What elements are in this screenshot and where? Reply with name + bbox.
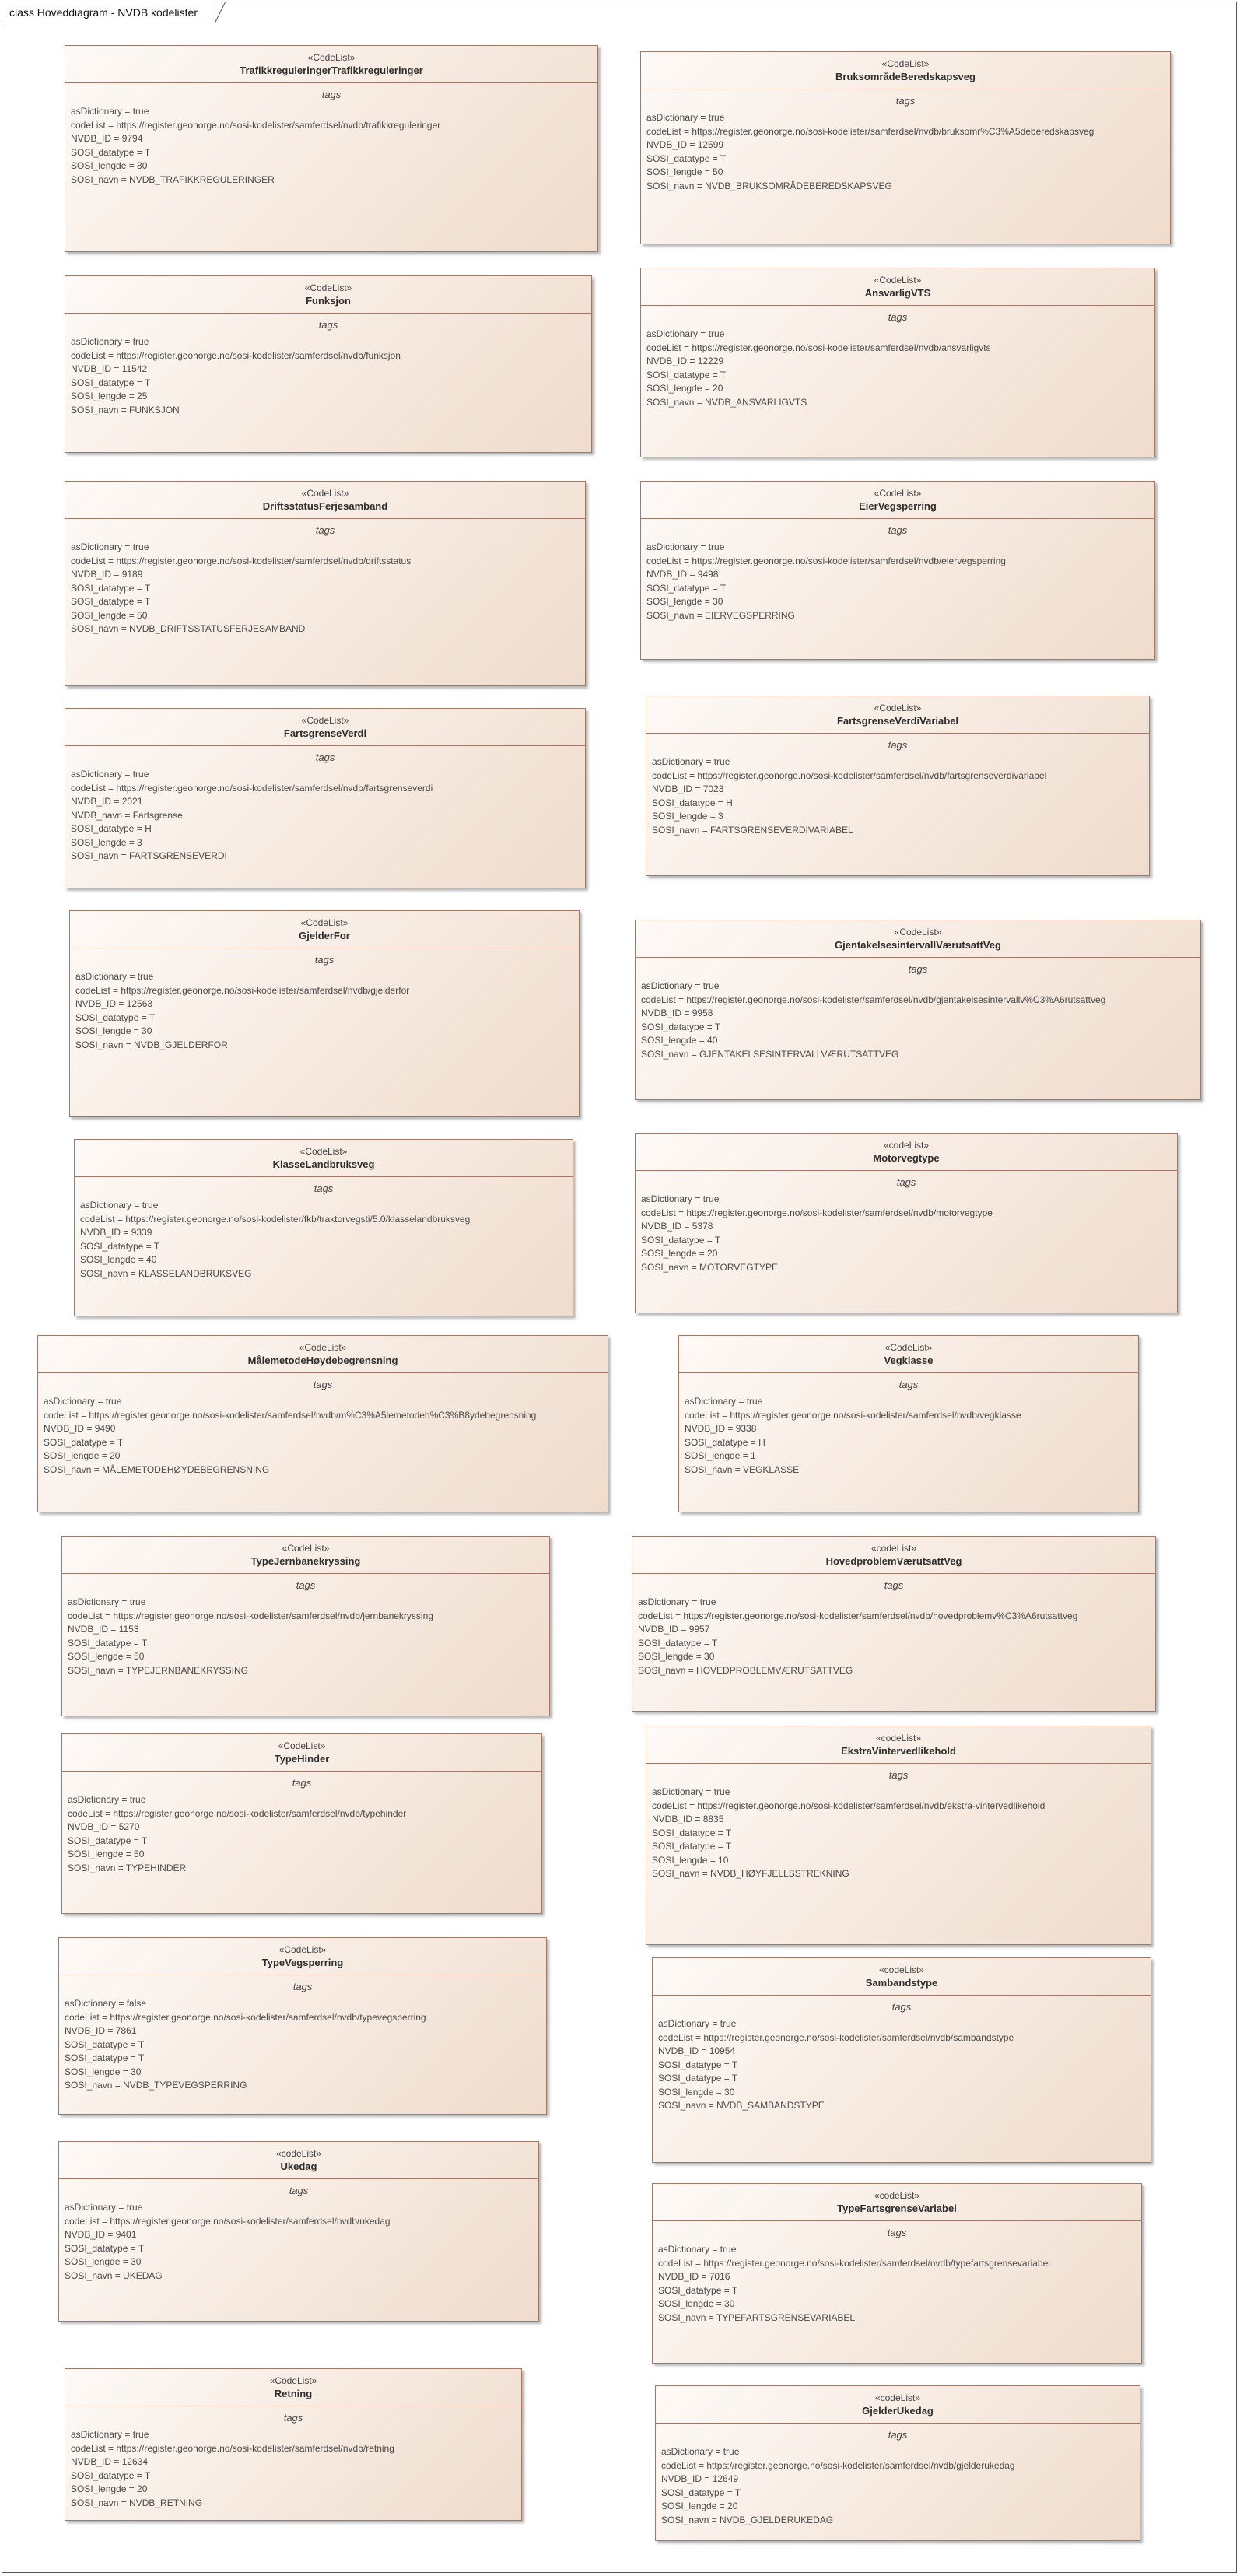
- tagged-value: NVDB_ID = 12649: [661, 2473, 739, 2484]
- codelist-class[interactable]: [74, 1139, 573, 1316]
- frame-label-notch: [215, 2, 227, 24]
- tagged-value: asDictionary = true: [661, 2446, 740, 2457]
- tagged-value: SOSI_datatype = T: [658, 2284, 738, 2296]
- class-stereotype: «CodeList»: [301, 488, 349, 499]
- tagged-value: SOSI_datatype = T: [71, 596, 151, 607]
- class-stereotype: «CodeList»: [282, 1543, 330, 1554]
- class-stereotype: «codeList»: [874, 2392, 921, 2403]
- tagged-value: codeList = https://register.geonorge.no/sosi-kodelister/samferdsel/nvdb/trafikkreguleringer: [71, 119, 441, 131]
- class-stereotype: «codeList»: [875, 1733, 922, 1744]
- tagged-value: NVDB_ID = 9339: [80, 1227, 152, 1238]
- tagged-value: NVDB_ID = 8835: [652, 1814, 724, 1824]
- tagged-value: NVDB_ID = 9189: [71, 569, 143, 580]
- tagged-value: asDictionary = true: [641, 980, 720, 991]
- tagged-value: SOSI_lengde = 1: [685, 1450, 756, 1461]
- class-name: KlasseLandbruksveg: [272, 1158, 375, 1170]
- class-stereotype: «CodeList»: [299, 1146, 348, 1157]
- tagged-value: SOSI_lengde = 25: [71, 391, 148, 401]
- class-stereotype: «CodeList»: [874, 703, 922, 713]
- codelist-class[interactable]: [61, 1733, 542, 1914]
- class-name: TypeFartsgrenseVariabel: [837, 2203, 957, 2214]
- class-name: TypeHinder: [274, 1753, 330, 1765]
- tagged-values: [641, 538, 1154, 622]
- tagged-value: SOSI_navn = NVDB_ANSVARLIGVTS: [646, 396, 807, 408]
- tagged-values: [38, 1392, 608, 1477]
- tagged-values: [646, 1782, 1151, 1881]
- tags-compartment-label: tags: [314, 1183, 334, 1194]
- tagged-value: codeList = https://register.geonorge.no/sosi-kodelister/samferdsel/nvdb/fartsgrenseverdivariabel: [652, 769, 1047, 781]
- class-header: [636, 920, 1200, 958]
- tagged-value: SOSI_navn = UKEDAG: [65, 2269, 163, 2281]
- class-header: [679, 1336, 1138, 1373]
- class-stereotype: «CodeList»: [884, 1342, 933, 1353]
- class-header: [656, 2386, 1140, 2424]
- tagged-value: asDictionary = true: [638, 1596, 716, 1607]
- class-header: [62, 1537, 549, 1574]
- tagged-value: NVDB_ID = 12634: [71, 2456, 149, 2467]
- tagged-value: SOSI_navn = NVDB_RETNING: [71, 2497, 203, 2508]
- tagged-value: SOSI_datatype = T: [65, 2242, 145, 2254]
- tagged-value: SOSI_datatype = T: [71, 146, 151, 158]
- diagram-title: class Hoveddiagram - NVDB kodelister: [2, 2, 215, 23]
- tagged-values: [646, 752, 1149, 837]
- tags-compartment-label: tags: [896, 1176, 916, 1188]
- tagged-value: codeList = https://register.geonorge.no/sosi-kodelister/samferdsel/nvdb/typevegsperring: [65, 2011, 426, 2023]
- class-name: GjelderUkedag: [862, 2405, 934, 2417]
- tagged-value: SOSI_lengde = 50: [71, 609, 148, 621]
- codelist-class[interactable]: [58, 1937, 547, 2115]
- tagged-values: [636, 976, 1200, 1061]
- tagged-value: SOSI_lengde = 30: [646, 596, 723, 607]
- tagged-value: SOSI_lengde = 40: [641, 1035, 718, 1046]
- class-stereotype: «codeList»: [883, 1140, 930, 1151]
- tags-compartment-label: tags: [888, 2429, 908, 2441]
- tagged-value: SOSI_lengde = 50: [68, 1849, 145, 1859]
- tagged-value: codeList = https://register.geonorge.no/sosi-kodelister/samferdsel/nvdb/retning: [71, 2442, 394, 2454]
- class-name: FartsgrenseVerdi: [283, 727, 367, 739]
- tagged-value: asDictionary = true: [71, 769, 149, 780]
- tagged-value: SOSI_lengde = 30: [65, 2256, 142, 2267]
- codelist-class[interactable]: [640, 268, 1155, 457]
- class-name: Vegklasse: [884, 1355, 934, 1366]
- tagged-value: asDictionary = true: [80, 1200, 159, 1211]
- tagged-value: NVDB_ID = 9338: [685, 1423, 757, 1434]
- tagged-value: NVDB_ID = 10954: [658, 2045, 736, 2056]
- tags-compartment-label: tags: [908, 963, 928, 975]
- tags-compartment-label: tags: [292, 1981, 313, 1992]
- tagged-value: NVDB_ID = 9957: [638, 1624, 710, 1635]
- class-name: GjentakelsesintervallVærutsattVeg: [835, 939, 1001, 951]
- tagged-value: codeList = https://register.geonorge.no/sosi-kodelister/samferdsel/nvdb/typefartsgrensevariabel: [658, 2257, 1050, 2269]
- tagged-value: SOSI_datatype = T: [65, 2052, 145, 2063]
- codelist-class[interactable]: [635, 920, 1201, 1100]
- codelist-class[interactable]: [65, 45, 598, 252]
- tagged-value: codeList = https://register.geonorge.no/sosi-kodelister/samferdsel/nvdb/motorvegtype: [641, 1207, 993, 1218]
- tags-compartment-label: tags: [296, 1579, 316, 1591]
- tagged-value: asDictionary = true: [658, 2244, 737, 2255]
- tagged-value: SOSI_lengde = 50: [646, 166, 723, 177]
- tags-compartment-label: tags: [315, 524, 335, 536]
- tagged-value: SOSI_datatype = T: [71, 582, 151, 594]
- class-header: [65, 276, 591, 314]
- tagged-value: asDictionary = true: [71, 541, 149, 552]
- tagged-value: codeList = https://register.geonorge.no/sosi-kodelister/samferdsel/nvdb/bruksomr%C3%A5deberedskapsveg: [646, 125, 1095, 137]
- tags-compartment-label: tags: [888, 311, 908, 323]
- tagged-value: SOSI_lengde = 30: [65, 2066, 142, 2077]
- class-name: BruksområdeBeredskapsveg: [835, 71, 976, 82]
- class-header: [65, 2369, 521, 2406]
- tags-compartment-label: tags: [313, 1379, 333, 1390]
- tagged-value: codeList = https://register.geonorge.no/sosi-kodelister/samferdsel/nvdb/gjentakelsesintervallv%C3%A6rutsattveg: [641, 994, 1106, 1005]
- tagged-value: SOSI_lengde = 3: [652, 811, 723, 822]
- tagged-value: codeList = https://register.geonorge.no/sosi-kodelister/samferdsel/nvdb/eiervegsperring: [646, 555, 1006, 566]
- tagged-value: codeList = https://register.geonorge.no/sosi-kodelister/samferdsel/nvdb/sambandstype: [658, 2031, 1014, 2043]
- tagged-value: NVDB_ID = 12599: [646, 139, 724, 150]
- class-header: [646, 1726, 1151, 1764]
- tagged-value: SOSI_lengde = 30: [658, 2298, 735, 2309]
- codelist-class[interactable]: [640, 481, 1155, 660]
- class-name: Retning: [274, 2388, 313, 2399]
- tagged-value: codeList = https://register.geonorge.no/sosi-kodelister/samferdsel/nvdb/m%C3%A5lemetodeh%C3%B8ydebegrensning: [44, 1409, 537, 1421]
- tagged-values: [641, 108, 1170, 193]
- tagged-value: NVDB_ID = 5270: [68, 1821, 140, 1832]
- tags-compartment-label: tags: [888, 739, 908, 751]
- tagged-values: [65, 2425, 521, 2510]
- tagged-values: [632, 1593, 1155, 1677]
- codelist-class[interactable]: [652, 2183, 1142, 2364]
- class-name: Funksjon: [306, 295, 351, 307]
- tagged-value: asDictionary = true: [685, 1396, 763, 1407]
- tagged-value: SOSI_navn = HOVEDPROBLEMVÆRUTSATTVEG: [638, 1664, 853, 1676]
- codelist-class[interactable]: [65, 275, 592, 453]
- tagged-value: asDictionary = true: [68, 1794, 146, 1805]
- tagged-value: SOSI_datatype = T: [652, 1841, 732, 1852]
- class-stereotype: «CodeList»: [304, 282, 352, 293]
- class-stereotype: «CodeList»: [278, 1740, 326, 1751]
- tagged-value: asDictionary = true: [646, 541, 725, 552]
- tagged-value: SOSI_datatype = T: [641, 1021, 721, 1032]
- codelist-class[interactable]: [65, 2368, 522, 2521]
- tagged-values: [636, 1190, 1177, 1274]
- class-name: DriftsstatusFerjesamband: [262, 500, 388, 512]
- class-stereotype: «CodeList»: [278, 1944, 327, 1955]
- tagged-value: SOSI_navn = KLASSELANDBRUKSVEG: [80, 1267, 252, 1279]
- tagged-value: codeList = https://register.geonorge.no/sosi-kodelister/samferdsel/nvdb/fartsgrenseverdi: [71, 782, 433, 794]
- class-header: [641, 482, 1154, 519]
- tags-compartment-label: tags: [315, 752, 335, 763]
- tagged-value: SOSI_navn = TYPEHINDER: [68, 1862, 187, 1873]
- tagged-value: SOSI_navn = EIERVEGSPERRING: [646, 609, 795, 621]
- tagged-value: SOSI_navn = FARTSGRENSEVERDIVARIABEL: [652, 824, 853, 836]
- tagged-value: SOSI_navn = MÅLEMETODEHØYDEBEGRENSNING: [44, 1463, 270, 1475]
- tags-compartment-label: tags: [898, 1379, 919, 1390]
- tagged-value: asDictionary = true: [71, 2429, 149, 2440]
- tagged-value: asDictionary = true: [44, 1396, 122, 1407]
- tagged-value: SOSI_navn = NVDB_BRUKSOMRÅDEBEREDSKAPSVEG: [646, 180, 892, 191]
- class-header: [632, 1537, 1155, 1574]
- tagged-value: NVDB_ID = 9794: [71, 133, 143, 144]
- class-name: TypeVegsperring: [261, 1957, 344, 1968]
- tagged-value: NVDB_ID = 2021: [71, 796, 143, 807]
- tagged-values: [679, 1392, 1138, 1477]
- tagged-value: SOSI_lengde = 20: [44, 1450, 121, 1461]
- class-header: [641, 268, 1154, 306]
- tagged-value: SOSI_navn = NVDB_SAMBANDSTYPE: [658, 2100, 825, 2111]
- tagged-value: codeList = https://register.geonorge.no/sosi-kodelister/samferdsel/nvdb/vegklasse: [685, 1409, 1021, 1421]
- tagged-values: [65, 332, 591, 417]
- tags-compartment-label: tags: [891, 2001, 912, 2013]
- tagged-value: SOSI_datatype = H: [71, 823, 152, 834]
- tagged-values: [656, 2442, 1140, 2527]
- class-header: [59, 2142, 538, 2179]
- tagged-values: [65, 538, 585, 636]
- tags-compartment-label: tags: [314, 954, 335, 966]
- tagged-value: asDictionary = true: [652, 1786, 730, 1797]
- class-stereotype: «CodeList»: [299, 1342, 347, 1353]
- class-stereotype: «CodeList»: [269, 2375, 317, 2386]
- tagged-value: asDictionary = true: [68, 1596, 146, 1607]
- class-header: [636, 1134, 1177, 1171]
- tagged-value: SOSI_navn = NVDB_HØYFJELLSSTREKNING: [652, 1868, 849, 1879]
- tagged-values: [65, 765, 585, 864]
- tagged-value: SOSI_navn = NVDB_TYPEVEGSPERRING: [65, 2080, 247, 2091]
- tagged-value: NVDB_navn = Fartsgrense: [71, 809, 183, 821]
- class-name: HovedproblemVærutsattVeg: [825, 1555, 962, 1567]
- tagged-value: NVDB_ID = 11542: [71, 363, 148, 374]
- tagged-values: [62, 1790, 541, 1875]
- tags-compartment-label: tags: [888, 524, 908, 536]
- codelist-class[interactable]: [61, 1536, 550, 1716]
- tagged-value: SOSI_lengde = 50: [68, 1651, 145, 1662]
- codelist-class[interactable]: [646, 1726, 1151, 1945]
- tagged-value: SOSI_navn = TYPEJERNBANEKRYSSING: [68, 1664, 248, 1676]
- tagged-value: codeList = https://register.geonorge.no/sosi-kodelister/samferdsel/nvdb/jernbanekryssing: [68, 1610, 433, 1621]
- class-stereotype: «CodeList»: [307, 52, 356, 63]
- tagged-values: [65, 102, 597, 187]
- class-name: AnsvarligVTS: [864, 287, 931, 299]
- tagged-value: NVDB_ID = 9498: [646, 569, 719, 580]
- tagged-value: SOSI_datatype = T: [71, 377, 151, 388]
- tagged-value: SOSI_datatype = T: [646, 369, 727, 380]
- codelist-class[interactable]: [65, 481, 586, 686]
- tagged-value: codeList = https://register.geonorge.no/sosi-kodelister/samferdsel/nvdb/hovedproblemv%C3%A6rutsattveg: [638, 1610, 1078, 1621]
- tagged-value: SOSI_lengde = 20: [661, 2501, 738, 2511]
- tagged-value: SOSI_navn = VEGKLASSE: [685, 1463, 800, 1475]
- tagged-value: SOSI_datatype = T: [658, 2073, 738, 2084]
- class-name: EierVegsperring: [859, 500, 937, 512]
- class-header: [641, 52, 1170, 89]
- tagged-value: codeList = https://register.geonorge.no/sosi-kodelister/samferdsel/nvdb/funksjon: [71, 349, 401, 361]
- class-stereotype: «CodeList»: [881, 58, 930, 69]
- tags-compartment-label: tags: [283, 2412, 303, 2424]
- tagged-values: [653, 2014, 1151, 2113]
- tagged-value: SOSI_lengde = 10: [652, 1854, 729, 1866]
- tagged-value: NVDB_ID = 9958: [641, 1008, 713, 1018]
- class-header: [65, 482, 585, 519]
- tagged-value: SOSI_lengde = 3: [71, 836, 142, 848]
- tagged-value: SOSI_lengde = 30: [75, 1025, 152, 1036]
- tagged-value: SOSI_datatype = T: [75, 1011, 156, 1023]
- tagged-values: [70, 967, 579, 1052]
- tagged-value: asDictionary = true: [646, 112, 725, 123]
- tagged-value: NVDB_ID = 7023: [652, 783, 724, 794]
- tagged-value: asDictionary = true: [71, 336, 149, 347]
- tagged-value: SOSI_datatype = T: [80, 1240, 160, 1252]
- tagged-values: [62, 1593, 549, 1677]
- tagged-value: asDictionary = false: [65, 1998, 147, 2009]
- tagged-value: asDictionary = true: [652, 756, 730, 767]
- tagged-value: SOSI_lengde = 20: [646, 383, 723, 394]
- tagged-values: [653, 2240, 1141, 2325]
- codelist-class[interactable]: [632, 1536, 1156, 1712]
- class-header: [38, 1336, 608, 1373]
- tagged-value: codeList = https://register.geonorge.no/sosi-kodelister/fkb/traktorvegsti/5.0/klasselandbruksveg: [80, 1213, 471, 1225]
- tagged-values: [59, 1994, 546, 2093]
- class-name: GjelderFor: [299, 930, 350, 941]
- class-name: TrafikkreguleringerTrafikkreguleringer: [240, 65, 423, 76]
- tagged-value: SOSI_navn = FARTSGRENSEVERDI: [71, 850, 227, 861]
- tagged-value: SOSI_datatype = T: [646, 582, 727, 594]
- class-stereotype: «CodeList»: [301, 715, 349, 726]
- tagged-value: NVDB_ID = 1153: [68, 1624, 139, 1635]
- tagged-value: codeList = https://register.geonorge.no/sosi-kodelister/samferdsel/nvdb/ansvarligvts: [646, 342, 991, 353]
- tagged-value: SOSI_datatype = T: [68, 1637, 148, 1649]
- codelist-class[interactable]: [678, 1335, 1139, 1512]
- tagged-value: SOSI_datatype = T: [652, 1827, 732, 1838]
- codelist-class[interactable]: [652, 1957, 1151, 2163]
- tags-compartment-label: tags: [895, 95, 916, 107]
- codelist-class[interactable]: [646, 696, 1150, 876]
- class-stereotype: «CodeList»: [300, 917, 349, 928]
- class-header: [70, 911, 579, 948]
- tagged-value: SOSI_lengde = 30: [638, 1651, 715, 1662]
- tags-compartment-label: tags: [292, 1777, 312, 1789]
- tagged-value: asDictionary = true: [658, 2018, 737, 2029]
- class-name: EkstraVintervedlikehold: [841, 1745, 956, 1757]
- tagged-value: SOSI_datatype = T: [638, 1637, 718, 1649]
- tagged-value: NVDB_ID = 9401: [65, 2229, 137, 2240]
- tagged-value: codeList = https://register.geonorge.no/sosi-kodelister/samferdsel/nvdb/ekstra-vintervedlikehold: [652, 1800, 1046, 1811]
- class-header: [65, 46, 597, 83]
- class-header: [646, 696, 1149, 734]
- tagged-value: SOSI_datatype = T: [68, 1835, 148, 1846]
- tags-compartment-label: tags: [888, 1769, 909, 1781]
- class-name: MålemetodeHøydebegrensning: [247, 1355, 398, 1366]
- codelist-class[interactable]: [65, 708, 586, 888]
- tagged-value: SOSI_lengde = 20: [641, 1248, 718, 1259]
- tagged-value: SOSI_lengde = 20: [71, 2483, 148, 2494]
- tagged-value: codeList = https://register.geonorge.no/sosi-kodelister/samferdsel/nvdb/gjelderukedag: [661, 2459, 1015, 2471]
- class-header: [62, 1734, 541, 1772]
- tagged-value: asDictionary = true: [646, 328, 725, 339]
- tagged-values: [75, 1196, 573, 1281]
- tagged-value: NVDB_ID = 5378: [641, 1221, 713, 1232]
- tagged-value: NVDB_ID = 12563: [75, 998, 153, 1009]
- codelist-class[interactable]: [58, 2141, 539, 2322]
- tagged-value: asDictionary = true: [641, 1193, 720, 1204]
- class-stereotype: «CodeList»: [874, 488, 922, 499]
- tagged-value: asDictionary = true: [71, 106, 149, 117]
- codelist-class[interactable]: [37, 1335, 608, 1512]
- tagged-value: SOSI_lengde = 40: [80, 1254, 157, 1265]
- class-name: Sambandstype: [865, 1977, 938, 1989]
- class-stereotype: «codeList»: [878, 1964, 925, 1975]
- tagged-value: SOSI_navn = MOTORVEGTYPE: [641, 1261, 778, 1273]
- tagged-value: NVDB_ID = 7861: [65, 2025, 137, 2036]
- class-name: FartsgrenseVerdiVariabel: [836, 715, 959, 727]
- tagged-value: codeList = https://register.geonorge.no/sosi-kodelister/samferdsel/nvdb/typehinder: [68, 1807, 407, 1819]
- class-header: [65, 709, 585, 746]
- tags-compartment-label: tags: [321, 89, 342, 100]
- class-stereotype: «CodeList»: [894, 927, 942, 938]
- class-stereotype: «codeList»: [275, 2148, 322, 2159]
- tagged-value: SOSI_navn = TYPEFARTSGRENSEVARIABEL: [658, 2311, 856, 2323]
- tagged-value: codeList = https://register.geonorge.no/sosi-kodelister/samferdsel/nvdb/driftsstatus: [71, 555, 412, 566]
- tagged-value: SOSI_navn = NVDB_TRAFIKKREGULERINGER: [71, 173, 275, 185]
- class-stereotype: «codeList»: [870, 1543, 917, 1554]
- class-header: [59, 1938, 546, 1975]
- tagged-value: SOSI_navn = NVDB_GJELDERFOR: [75, 1039, 228, 1050]
- tagged-value: SOSI_datatype = T: [661, 2487, 741, 2498]
- codelist-class[interactable]: [635, 1133, 1178, 1313]
- codelist-class[interactable]: [640, 51, 1171, 244]
- class-stereotype: «CodeList»: [874, 275, 922, 286]
- class-header: [653, 1958, 1151, 1996]
- tagged-value: SOSI_navn = GJENTAKELSESINTERVALLVÆRUTSATTVEG: [641, 1048, 899, 1060]
- class-header: [75, 1140, 573, 1177]
- class-name: TypeJernbanekryssing: [250, 1555, 361, 1567]
- tagged-value: codeList = https://register.geonorge.no/sosi-kodelister/samferdsel/nvdb/gjelderfor: [75, 984, 410, 996]
- codelist-class[interactable]: [69, 910, 580, 1117]
- class-name: Motorvegtype: [873, 1152, 940, 1164]
- tagged-value: NVDB_ID = 12229: [646, 356, 724, 366]
- tags-compartment-label: tags: [887, 2227, 907, 2238]
- tagged-value: asDictionary = true: [65, 2202, 143, 2213]
- tagged-value: asDictionary = true: [75, 971, 154, 982]
- tagged-values: [641, 324, 1154, 409]
- tags-compartment-label: tags: [318, 319, 338, 331]
- tagged-value: SOSI_datatype = T: [44, 1436, 124, 1448]
- tagged-value: SOSI_lengde = 80: [71, 160, 148, 171]
- tagged-value: SOSI_navn = NVDB_GJELDERUKEDAG: [661, 2514, 834, 2525]
- tagged-value: SOSI_datatype = T: [71, 2469, 151, 2481]
- tagged-value: SOSI_datatype = T: [658, 2059, 738, 2070]
- tagged-value: NVDB_ID = 7016: [658, 2271, 730, 2282]
- tagged-value: SOSI_datatype = T: [65, 2038, 145, 2050]
- tagged-value: SOSI_datatype = H: [652, 797, 733, 808]
- class-stereotype: «codeList»: [874, 2190, 920, 2201]
- codelist-class[interactable]: [655, 2385, 1140, 2541]
- tagged-value: SOSI_navn = NVDB_DRIFTSSTATUSFERJESAMBAND: [71, 623, 306, 634]
- tagged-value: NVDB_ID = 9490: [44, 1423, 116, 1434]
- tagged-value: SOSI_datatype = H: [685, 1436, 765, 1448]
- class-header: [653, 2184, 1141, 2221]
- tagged-values: [59, 2198, 538, 2283]
- tagged-value: SOSI_datatype = T: [646, 152, 727, 164]
- tagged-value: SOSI_navn = FUNKSJON: [71, 404, 180, 415]
- class-name: Ukedag: [280, 2161, 317, 2172]
- tagged-value: SOSI_datatype = T: [641, 1234, 721, 1246]
- tagged-value: codeList = https://register.geonorge.no/sosi-kodelister/samferdsel/nvdb/ukedag: [65, 2215, 391, 2227]
- tags-compartment-label: tags: [884, 1579, 904, 1591]
- tagged-value: SOSI_lengde = 30: [658, 2086, 735, 2098]
- tags-compartment-label: tags: [289, 2185, 309, 2196]
